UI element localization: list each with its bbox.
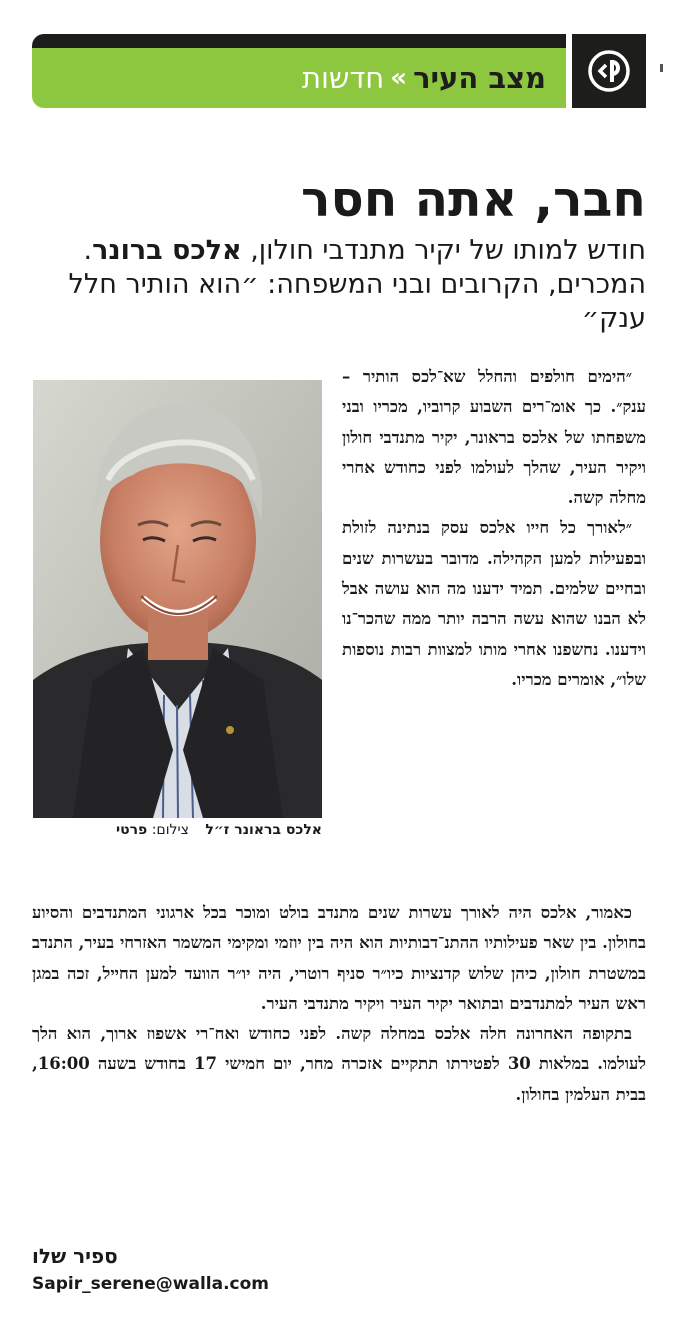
subheadline: חודש למותו של יקיר מתנדבי חולון, אלכס ברונר. המכרים, הקרובים ובני המשפחה: ״הוא הותיר חלל ענק״	[68, 235, 646, 334]
paragraph: בתקופה האחרונה חלה אלכס במחלה קשה. לפני כחודש ואח־רי אשפוז ארוך, הוא הלך לעולמו. במלאות 30 לפטירתו תתקיים אזכרה מחר, יום חמישי 17 בחודש בשעה 16:00, בבית העלמין בחולון.	[32, 1024, 647, 1104]
double-chevron-icon: »	[390, 63, 408, 93]
section-subtitle: חדשות	[301, 61, 385, 95]
headline: חבר, אתה חסר	[300, 171, 646, 228]
section-label: מצב העיר	[413, 61, 546, 95]
paragraph: ״הימים חולפים והחלל שא־לכס הותיר – ענק״. כך אומ־רים השבוע קרוביו, מכריו ובני משפחתו של אלכס בראונר, יקיר מתנדבי חולון ויקיר העיר, שהלך לעולמו לפני כחודש אחרי מחלה קשה.	[342, 367, 646, 508]
section-band	[32, 48, 566, 108]
article-body	[32, 898, 646, 1110]
article-column	[342, 362, 646, 695]
header-top-bar	[32, 34, 566, 48]
author-name: ספיר שלו	[32, 1244, 118, 1268]
photo-credit: צילום: פרטי	[115, 822, 189, 838]
author-email[interactable]: Sapir_serene@walla.com	[32, 1274, 270, 1294]
holon-logo-icon	[572, 34, 646, 108]
paragraph: ״לאורך כל חייו אלכס עסק בנתינה לזולת ובפעילות למען הקהילה. מדובר בעשרות שנים ובחיים שלמים. תמיד ידענו מה הוא עושה אבל לא הבנו שהוא עשה הרבה יותר ממה שהכר־נו וידענו. נחשפנו אחרי מותו למצוות רבות נוספות שלו״, אומרים מכריו.	[342, 518, 646, 689]
paragraph: כאמור, אלכס היה לאורך עשרות שנים מתנדב בולט ומוכר בכל ארגוני המתנדבים והסיוע בחולון. בין שאר פעילותיו ההתנ־דבותיות הוא היה בין יוזמי ומקימי המשמר האזרחי בעיר, התנדב במשטרת חולון, כיהן שלוש קדנציות כיו״ר סניף רוטרי, היה יו״ר הוועד למען החייל, זכה במגן ראש העיר למתנדבים ובתואר יקיר העיר ויקיר מתנדבי העיר.	[32, 903, 646, 1013]
photo-caption	[33, 822, 322, 838]
caption-name: אלכס בראונר ז״ל	[205, 822, 322, 838]
section-header	[32, 34, 646, 108]
edge-mark	[660, 64, 663, 72]
subhead-name: אלכס ברונר	[92, 235, 242, 266]
portrait-photo	[33, 380, 322, 818]
